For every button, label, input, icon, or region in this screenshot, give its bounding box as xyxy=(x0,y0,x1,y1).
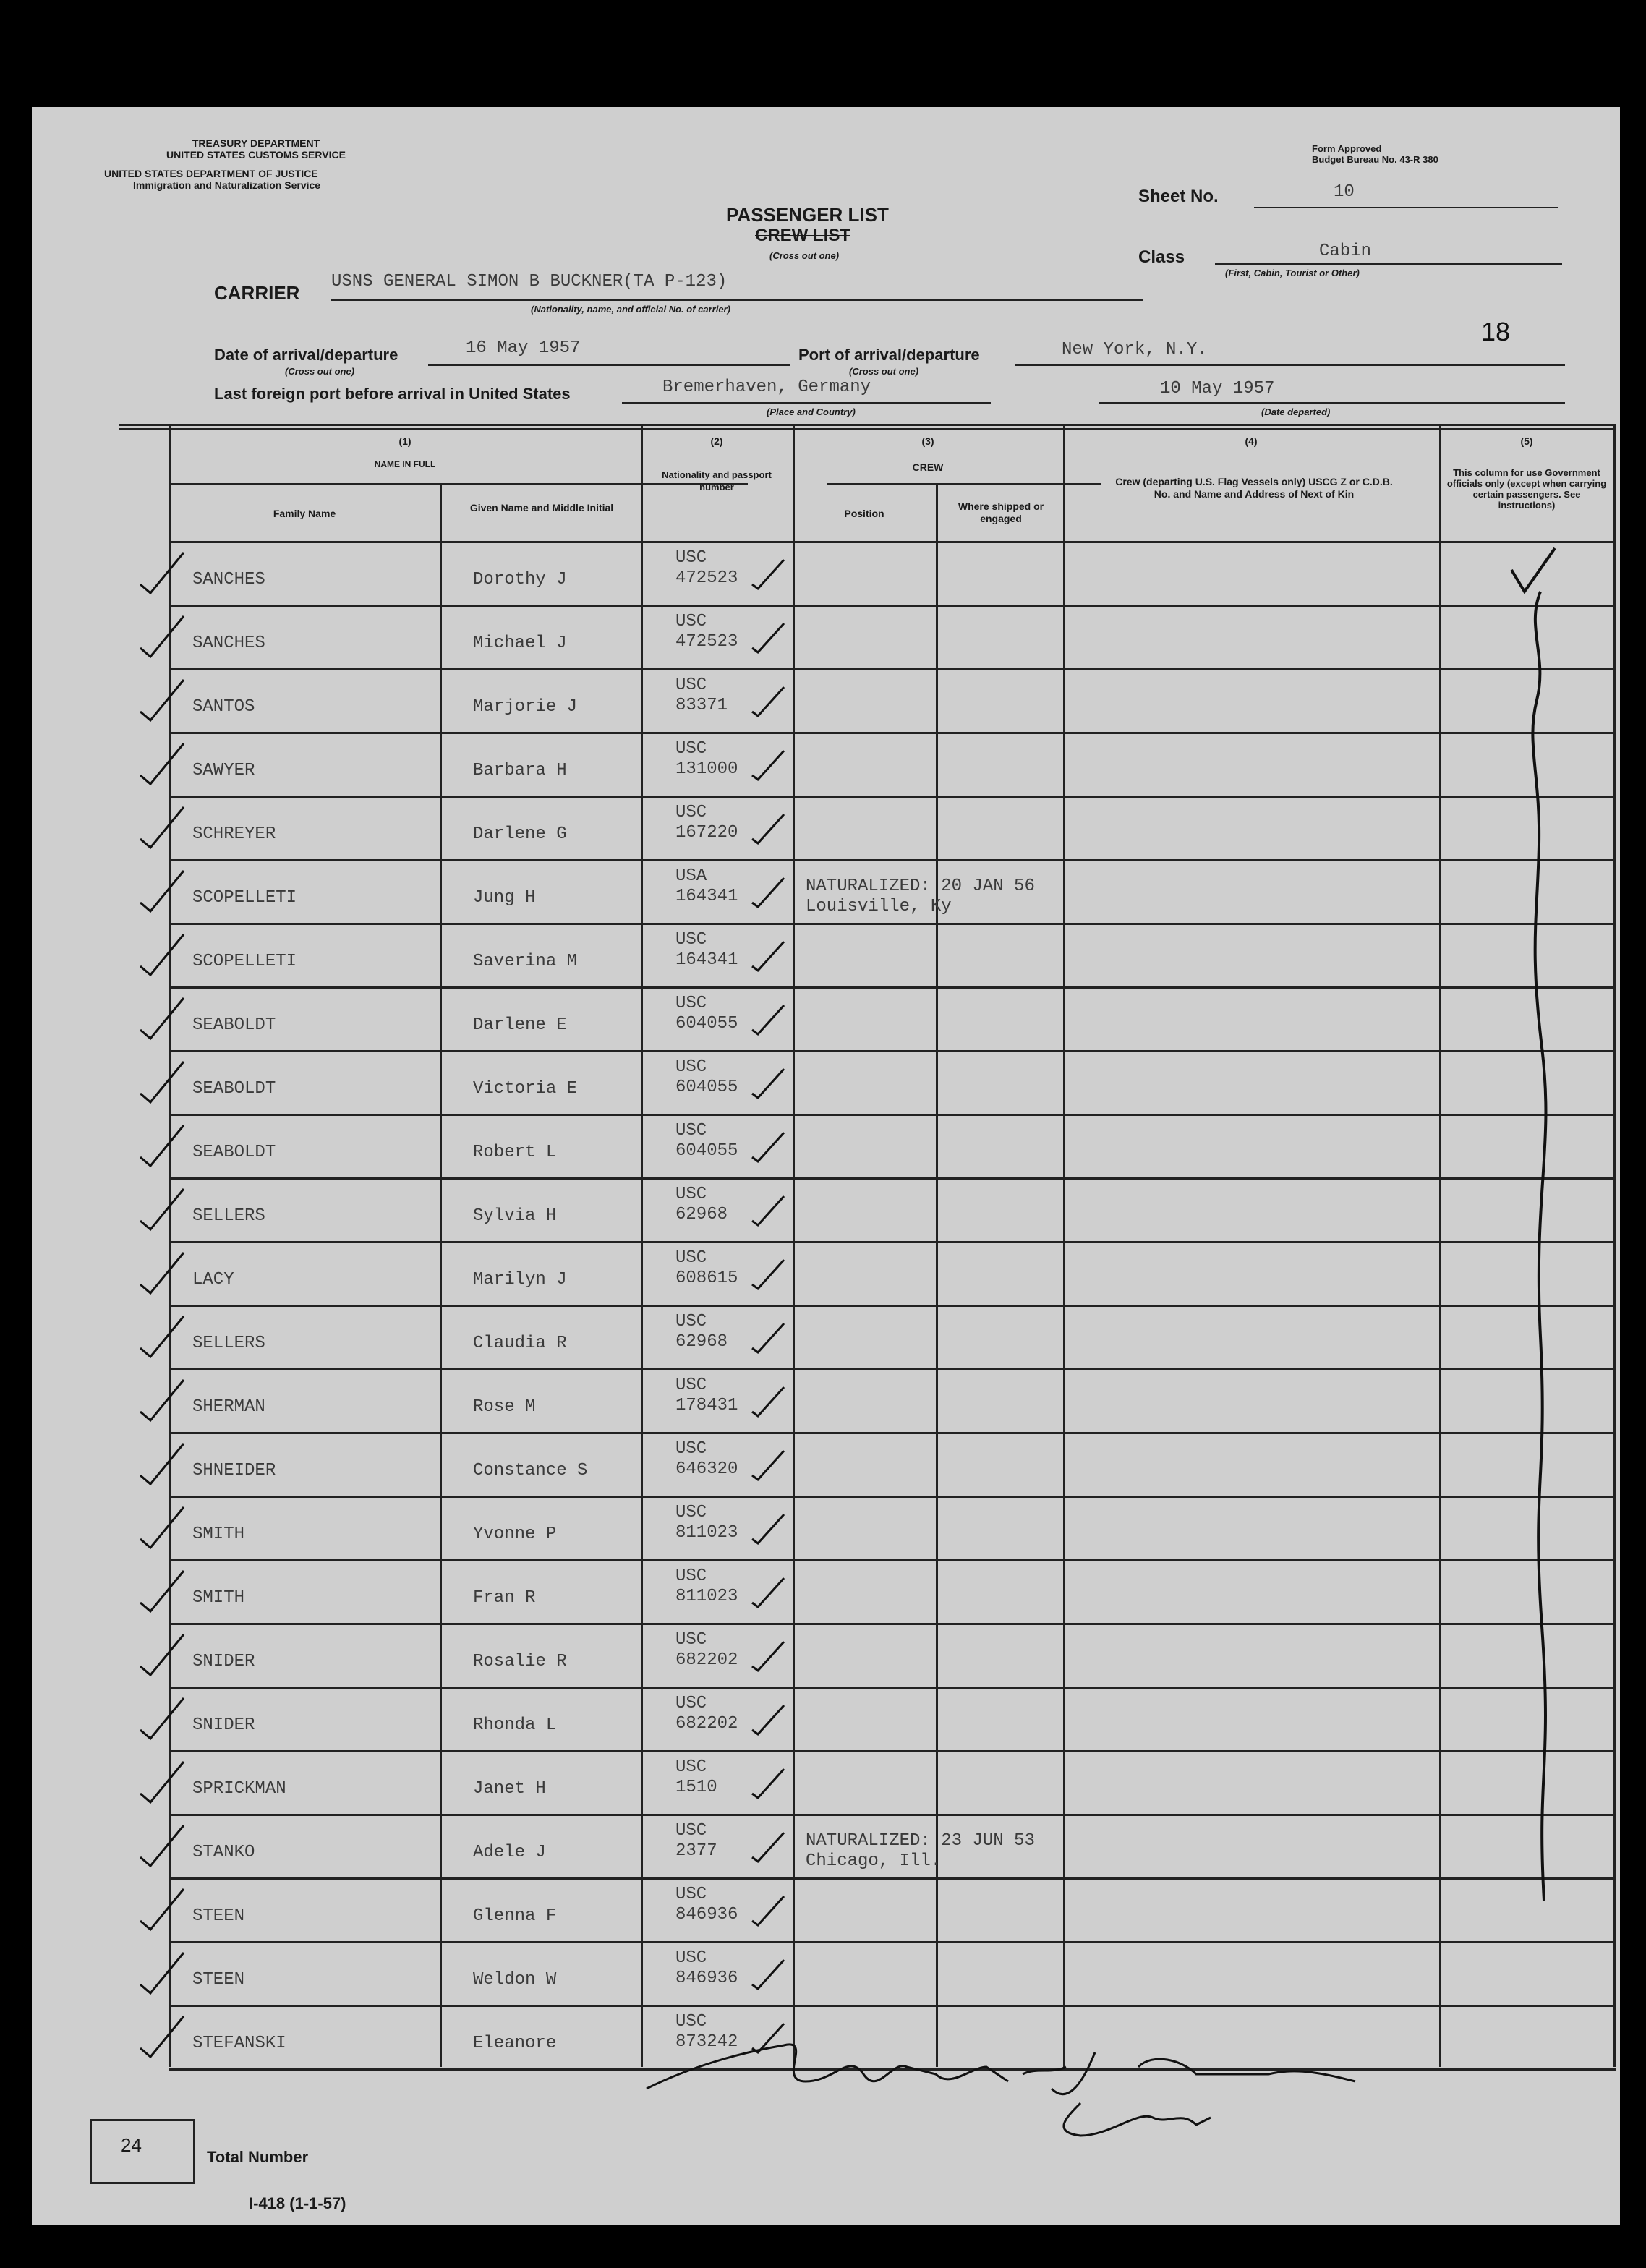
family-name: LACY xyxy=(192,1270,234,1289)
family-name: SNIDER xyxy=(192,1715,255,1735)
row-divider xyxy=(169,2005,1616,2007)
nationality: USC xyxy=(675,675,707,695)
check-mark-icon xyxy=(133,1121,198,1172)
passport-tick-icon xyxy=(748,1762,791,1805)
passport-tick-icon xyxy=(748,616,791,660)
agency-line-2: UNITED STATES CUSTOMS SERVICE xyxy=(166,149,346,161)
given-name: Yvonne P xyxy=(473,1525,557,1544)
row-divider xyxy=(169,1177,1616,1180)
row-divider xyxy=(169,732,1616,734)
row-divider xyxy=(169,1305,1616,1307)
given-name: Michael J xyxy=(473,634,567,653)
passport-number: 1510 xyxy=(675,1778,717,1797)
nationality: USC xyxy=(675,548,707,568)
passport-number: 604055 xyxy=(675,1014,738,1033)
col5-title: This column for use Government officials only (except when carrying certain passengers. See instructions) xyxy=(1446,467,1607,511)
family-name: SELLERS xyxy=(192,1206,265,1226)
given-name: Rose M xyxy=(473,1397,536,1417)
form-approved-block xyxy=(1312,143,1438,165)
nationality: USC xyxy=(675,739,707,759)
family-name: SAWYER xyxy=(192,761,255,780)
nationality: USC xyxy=(675,1121,707,1141)
family-name: SEABOLDT xyxy=(192,1143,276,1162)
place-hint: (Place and Country) xyxy=(767,406,856,417)
family-name: SELLERS xyxy=(192,1334,265,1353)
check-mark-icon xyxy=(133,1885,198,1935)
nationality: USC xyxy=(675,1694,707,1713)
carrier-label: CARRIER xyxy=(214,282,300,304)
passport-number: 873242 xyxy=(675,2032,738,2052)
given-name: Victoria E xyxy=(473,1079,578,1099)
last-port-label: Last foreign port before arrival in United States xyxy=(214,385,571,403)
family-name: SNIDER xyxy=(192,1652,255,1671)
col1-number: (1) xyxy=(398,435,412,447)
passport-tick-icon xyxy=(748,998,791,1041)
passport-number: 846936 xyxy=(675,1969,738,1988)
agency-line-3: UNITED STATES DEPARTMENT OF JUSTICE xyxy=(104,168,318,179)
row-divider xyxy=(169,1114,1616,1116)
naturalized-note: NATURALIZED: 23 JUN 53 xyxy=(806,1831,1035,1851)
check-mark-icon xyxy=(133,1630,198,1681)
manifest-table xyxy=(169,424,1616,2067)
check-mark-icon xyxy=(133,1566,198,1617)
passport-number: 167220 xyxy=(675,823,738,843)
passport-number: 62968 xyxy=(675,1332,728,1352)
nationality: USC xyxy=(675,1885,707,1904)
row-divider xyxy=(169,605,1616,607)
list-title-crew: CREW LIST xyxy=(755,226,850,245)
family-name: SHNEIDER xyxy=(192,1461,276,1480)
passport-number: 846936 xyxy=(675,1905,738,1924)
nationality: USC xyxy=(675,1948,707,1968)
col4-number: (4) xyxy=(1245,435,1258,447)
row-divider xyxy=(169,1814,1616,1816)
family-name: SCOPELLETI xyxy=(192,952,297,971)
check-mark-icon xyxy=(133,1948,198,1999)
nationality: USC xyxy=(675,803,707,822)
cross-out-hint: (Cross out one) xyxy=(769,250,840,261)
nationality: USC xyxy=(675,1630,707,1650)
family-name: STANKO xyxy=(192,1843,255,1862)
date-label: Date of arrival/departure xyxy=(214,346,398,364)
page-number: 18 xyxy=(1481,317,1511,346)
passport-number: 682202 xyxy=(675,1714,738,1734)
given-name: Robert L xyxy=(473,1143,557,1162)
given-name: Adele J xyxy=(473,1843,546,1862)
check-mark-icon xyxy=(133,675,198,726)
given-name: Darlene E xyxy=(473,1015,567,1035)
family-name: SANTOS xyxy=(192,697,255,717)
check-mark-icon xyxy=(133,994,198,1044)
passenger-list-form xyxy=(32,107,1620,2225)
col2-title: Nationality and passport number xyxy=(662,469,772,493)
given-name: Marjorie J xyxy=(473,697,578,717)
passport-tick-icon xyxy=(748,807,791,850)
row-divider xyxy=(169,1687,1616,1689)
row-divider xyxy=(169,1623,1616,1625)
row-divider xyxy=(169,1368,1616,1370)
row-divider xyxy=(169,1877,1616,1880)
nationality: USC xyxy=(675,1439,707,1459)
given-name: Barbara H xyxy=(473,761,567,780)
port-value: New York, N.Y. xyxy=(1062,340,1208,359)
list-title-passenger: PASSENGER LIST xyxy=(726,204,889,226)
check-mark-icon xyxy=(133,1185,198,1235)
row-divider xyxy=(169,923,1616,925)
nationality: USC xyxy=(675,994,707,1013)
passport-tick-icon xyxy=(748,1062,791,1105)
check-mark-icon xyxy=(133,866,198,917)
passport-tick-icon xyxy=(748,1698,791,1742)
family-name: STEEN xyxy=(192,1970,245,1990)
given-name: Eleanore xyxy=(473,2034,557,2053)
agency-block xyxy=(148,137,364,161)
row-divider xyxy=(169,1559,1616,1561)
sheet-value: 10 xyxy=(1334,182,1355,202)
nationality: USA xyxy=(675,866,707,886)
passport-number: 682202 xyxy=(675,1650,738,1670)
carrier-value: USNS GENERAL SIMON B BUCKNER(TA P-123) xyxy=(331,272,728,291)
nationality: USC xyxy=(675,2012,707,2032)
agency-line-4: Immigration and Naturalization Service xyxy=(133,179,321,191)
nationality: USC xyxy=(675,1757,707,1777)
family-name: SANCHES xyxy=(192,634,265,653)
passport-tick-icon xyxy=(748,1889,791,1932)
check-mark-icon xyxy=(133,612,198,662)
naturalized-place: Louisville, Ky xyxy=(806,897,952,916)
family-name: SMITH xyxy=(192,1588,245,1608)
col4-title: Crew (departing U.S. Flag Vessels only) USCG Z or C.D.B. No. and Name and Address of Next of Kin xyxy=(1115,476,1393,500)
col1-family: Family Name xyxy=(273,508,336,519)
nationality: USC xyxy=(675,1248,707,1268)
given-name: Sylvia H xyxy=(473,1206,557,1226)
naturalized-note: NATURALIZED: 20 JAN 56 xyxy=(806,877,1035,896)
col3-position: Position xyxy=(844,508,884,519)
wavy-line-mark xyxy=(1439,541,1614,2067)
given-name: Claudia R xyxy=(473,1334,567,1353)
passport-tick-icon xyxy=(748,1634,791,1678)
row-divider xyxy=(169,859,1616,861)
given-name: Marilyn J xyxy=(473,1270,567,1289)
nationality: USC xyxy=(675,612,707,631)
passport-number: 604055 xyxy=(675,1078,738,1097)
port-cross-hint: (Cross out one) xyxy=(849,366,919,377)
check-mark-icon xyxy=(133,2012,198,2063)
naturalized-place: Chicago, Ill. xyxy=(806,1851,942,1871)
given-name: Glenna F xyxy=(473,1906,557,1926)
passport-number: 164341 xyxy=(675,950,738,970)
check-mark-icon xyxy=(133,548,198,599)
family-name: SANCHES xyxy=(192,570,265,589)
col3-number: (3) xyxy=(921,435,934,447)
family-name: SEABOLDT xyxy=(192,1015,276,1035)
date-departed-hint: (Date departed) xyxy=(1261,406,1331,417)
col5-number: (5) xyxy=(1520,435,1533,447)
check-mark-icon xyxy=(133,1757,198,1808)
passport-tick-icon xyxy=(748,1507,791,1551)
date-value: 16 May 1957 xyxy=(466,338,581,358)
passport-tick-icon xyxy=(748,743,791,787)
passport-tick-icon xyxy=(748,1253,791,1296)
total-box xyxy=(90,2119,195,2184)
total-value: 24 xyxy=(121,2134,142,2156)
nationality: USC xyxy=(675,1185,707,1204)
row-divider xyxy=(169,1432,1616,1434)
given-name: Weldon W xyxy=(473,1970,557,1990)
date-departed-value: 10 May 1957 xyxy=(1160,379,1275,398)
passport-tick-icon xyxy=(748,1825,791,1869)
passport-tick-icon xyxy=(748,680,791,723)
agency-block-2 xyxy=(104,168,320,191)
col2-number: (2) xyxy=(710,435,723,447)
nationality: USC xyxy=(675,1057,707,1077)
budget-bureau: Budget Bureau No. 43-R 380 xyxy=(1312,154,1438,165)
total-label: Total Number xyxy=(207,2148,309,2166)
passport-number: 811023 xyxy=(675,1587,738,1606)
check-mark-icon xyxy=(133,1312,198,1363)
given-name: Darlene G xyxy=(473,824,567,844)
passport-number: 178431 xyxy=(675,1396,738,1415)
passport-number: 2377 xyxy=(675,1841,717,1861)
row-divider xyxy=(169,1496,1616,1498)
family-name: STEEN xyxy=(192,1906,245,1926)
passport-number: 83371 xyxy=(675,696,728,715)
sheet-label: Sheet No. xyxy=(1138,187,1219,206)
check-mark-icon xyxy=(133,1248,198,1299)
given-name: Janet H xyxy=(473,1779,546,1799)
passport-number: 604055 xyxy=(675,1141,738,1161)
passport-number: 472523 xyxy=(675,568,738,588)
form-number: I-418 (1-1-57) xyxy=(249,2194,346,2212)
nationality: USC xyxy=(675,1503,707,1522)
row-divider xyxy=(169,986,1616,989)
family-name: STEFANSKI xyxy=(192,2034,286,2053)
port-label: Port of arrival/departure xyxy=(798,346,980,364)
check-mark-icon xyxy=(133,930,198,981)
family-name: SHERMAN xyxy=(192,1397,265,1417)
passport-tick-icon xyxy=(748,934,791,978)
nationality: USC xyxy=(675,1821,707,1841)
family-name: SMITH xyxy=(192,1525,245,1544)
given-name: Fran R xyxy=(473,1588,536,1608)
passport-number: 472523 xyxy=(675,632,738,652)
family-name: SPRICKMAN xyxy=(192,1779,286,1799)
col3-where: Where shipped or engaged xyxy=(958,500,1044,524)
class-value: Cabin xyxy=(1319,242,1372,261)
check-mark-icon xyxy=(133,1057,198,1108)
date-cross-hint: (Cross out one) xyxy=(285,366,355,377)
check-mark-icon xyxy=(133,1376,198,1426)
passport-tick-icon xyxy=(748,1444,791,1487)
family-name: SCOPELLETI xyxy=(192,888,297,908)
nationality: USC xyxy=(675,1312,707,1331)
class-hint: (First, Cabin, Tourist or Other) xyxy=(1225,268,1360,278)
col3-title: CREW xyxy=(912,461,944,473)
agency-line-1: TREASURY DEPARTMENT xyxy=(192,137,320,149)
passport-number: 608615 xyxy=(675,1269,738,1288)
row-divider xyxy=(169,1050,1616,1052)
given-name: Rhonda L xyxy=(473,1715,557,1735)
passport-tick-icon xyxy=(748,871,791,914)
nationality: USC xyxy=(675,1376,707,1395)
row-divider xyxy=(169,1241,1616,1243)
passport-tick-icon xyxy=(748,1571,791,1614)
given-name: Saverina M xyxy=(473,952,578,971)
passport-tick-icon xyxy=(748,1189,791,1232)
col1-title: NAME IN FULL xyxy=(374,459,436,469)
check-mark-icon xyxy=(133,1439,198,1490)
family-name: SEABOLDT xyxy=(192,1079,276,1099)
passport-tick-icon xyxy=(748,1953,791,1996)
nationality: USC xyxy=(675,930,707,950)
col1-given: Given Name and Middle Initial xyxy=(469,502,614,513)
class-label: Class xyxy=(1138,247,1185,267)
given-name: Dorothy J xyxy=(473,570,567,589)
officer-signature xyxy=(632,2024,1500,2139)
form-approved: Form Approved xyxy=(1312,143,1382,154)
row-divider xyxy=(169,1750,1616,1752)
check-mark-icon xyxy=(133,739,198,790)
last-port-value: Bremerhaven, Germany xyxy=(662,378,871,397)
passport-tick-icon xyxy=(748,1125,791,1169)
passport-tick-icon xyxy=(748,553,791,596)
check-mark-icon xyxy=(133,1694,198,1744)
given-name: Jung H xyxy=(473,888,536,908)
passport-number: 131000 xyxy=(675,759,738,779)
passport-number: 811023 xyxy=(675,1523,738,1543)
nationality: USC xyxy=(675,1566,707,1586)
passport-tick-icon xyxy=(748,1380,791,1423)
given-name: Constance S xyxy=(473,1461,588,1480)
carrier-hint: (Nationality, name, and official No. of carrier) xyxy=(531,304,730,315)
row-divider xyxy=(169,668,1616,670)
family-name: SCHREYER xyxy=(192,824,276,844)
check-mark-icon xyxy=(133,1503,198,1553)
passport-tick-icon xyxy=(748,1316,791,1360)
given-name: Rosalie R xyxy=(473,1652,567,1671)
check-mark-icon xyxy=(133,1821,198,1872)
passport-number: 164341 xyxy=(675,887,738,906)
row-divider xyxy=(169,796,1616,798)
passport-number: 62968 xyxy=(675,1205,728,1224)
passport-number: 646320 xyxy=(675,1459,738,1479)
check-mark-icon xyxy=(133,803,198,853)
row-divider xyxy=(169,1941,1616,1943)
